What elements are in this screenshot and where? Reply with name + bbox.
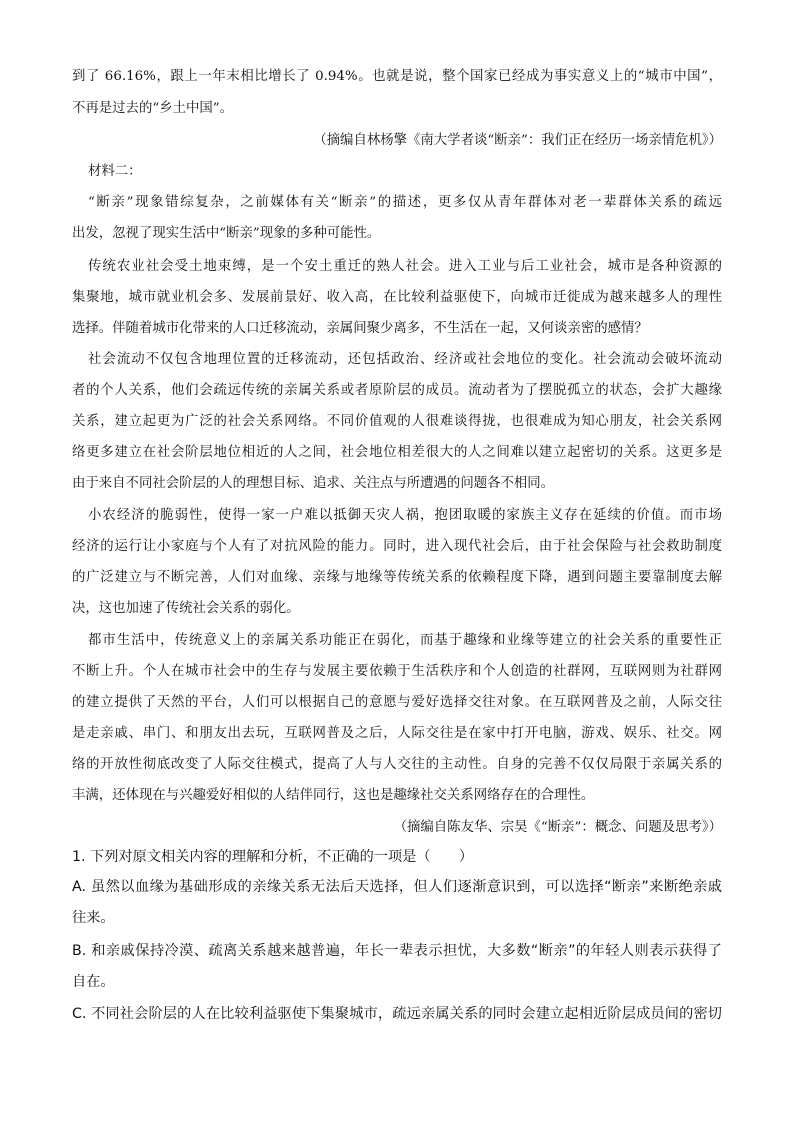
option-b-cont: 自在。 (72, 974, 115, 990)
section-label: 材料二： (88, 164, 142, 179)
option-a-cont: 往来。 (72, 910, 115, 926)
body-line: 都市生活中，传统意义上的亲属关系功能正在弱化，而基于趣缘和业缘等建立的社会关系的重要性正 (88, 633, 722, 648)
body-line: 社会流动不仅包含地理位置的迁移流动，还包括政治、经济或社会地位的变化。社会流动会破坏流动 (88, 352, 722, 367)
body-line: 不再是过去的“乡土中国”。 (72, 101, 233, 116)
source-citation: （摘编自陈友华、宗昊《“断亲”：概念、问题及思考》） (393, 820, 722, 835)
body-line: 络更多建立在社会阶层地位相近的人之间，社会地位相差很大的人之间难以建立起密切的关系。这更多是 (72, 445, 722, 460)
question-stem: 1. 下列对原文相关内容的理解和分析，不正确的一项是（ ） (72, 849, 474, 865)
body-line: 小农经济的脆弱性，使得一家一户难以抵御天灾人祸，抱团取暖的家族主义存在延续的价值。而市场 (88, 508, 722, 523)
body-line: 络的开放性彻底改变了人际交往模式，提高了人与人交往的主动性。自身的完善不仅仅局限于亲属关系的 (72, 757, 722, 772)
body-line: 丰满，还体现在与兴趣爱好相似的人结伴同行，这也是趣缘社交关系网络存在的合理性。 (72, 788, 595, 803)
body-line: 选择。伴随着城市化带来的人口迁移流动，亲属间聚少离多，不生活在一起，又何谈亲密的感情？ (72, 321, 648, 336)
body-line: 关系，建立起更为广泛的社会关系网络。不同价值观的人很难谈得拢，也很难成为知心朋友，社会关系网 (72, 414, 722, 429)
source-citation: （摘编自林杨擎《南大学者谈“断亲”：我们正在经历一场亲情危机》） (313, 133, 722, 148)
body-line: 决，这也加速了传统社会关系的弱化。 (72, 601, 300, 616)
body-line: 者的个人关系，他们会疏远传统的亲属关系或者原阶层的成员。流动者为了摆脱孤立的状态，会扩大趣缘 (72, 383, 722, 398)
body-line: 经济的运行让小家庭与个人有了对抗风险的能力。同时，进入现代社会后，由于社会保险与社会救助制度 (72, 539, 722, 554)
body-line: “断亲”现象错综复杂，之前媒体有关“断亲”的描述，更多仅从青年群体对老一辈群体关系的疏远 (88, 195, 722, 210)
body-line: 到了 66.16%，跟上一年末相比增长了 0.94%。也就是说，整个国家已经成为事实意义上的“城市中国”， (72, 69, 722, 84)
body-line: 由于来自不同社会阶层的人的理想目标、追求、关注点与所遭遇的问题各不相同。 (72, 476, 555, 491)
body-line: 的广泛建立与不断完善，人们对血缘、亲缘与地缘等传统关系的依赖程度下降，遇到问题主要靠制度去解 (72, 570, 722, 585)
body-line: 集聚地，城市就业机会多、发展前景好、收入高，在比较利益驱使下，向城市迁徙成为越来越多人的理性 (72, 290, 722, 305)
body-line: 出发，忽视了现实生活中“断亲”现象的多种可能性。 (72, 226, 381, 241)
option-a: A. 虽然以血缘为基础形成的亲缘关系无法后天选择，但人们逐渐意识到，可以选择“断亲”来断绝亲戚 (72, 879, 722, 895)
body-line: 传统农业社会受土地束缚，是一个安土重迁的熟人社会。进入工业与后工业社会，城市是各种资源的 (88, 259, 722, 274)
option-b: B. 和亲戚保持冷漠、疏离关系越来越普遍，年长一辈表示担忧，大多数“断亲”的年轻人则表示获得了 (72, 943, 722, 959)
body-line: 不断上升。个人在城市社会中的生存与发展主要依赖于生活秩序和个人创造的社群网，互联网则为社群网 (72, 664, 722, 679)
body-line: 是走亲戚、串门、和朋友出去玩，互联网普及之后，人际交往是在家中打开电脑，游戏、娱乐、社交。网 (72, 726, 722, 741)
option-c: C. 不同社会阶层的人在比较利益驱使下集聚城市，疏远亲属关系的同时会建立起相近阶层成员间的密切 (72, 1006, 722, 1022)
body-line: 的建立提供了天然的平台，人们可以根据自己的意愿与爱好选择交往对象。在互联网普及之前，人际交往 (72, 695, 722, 710)
